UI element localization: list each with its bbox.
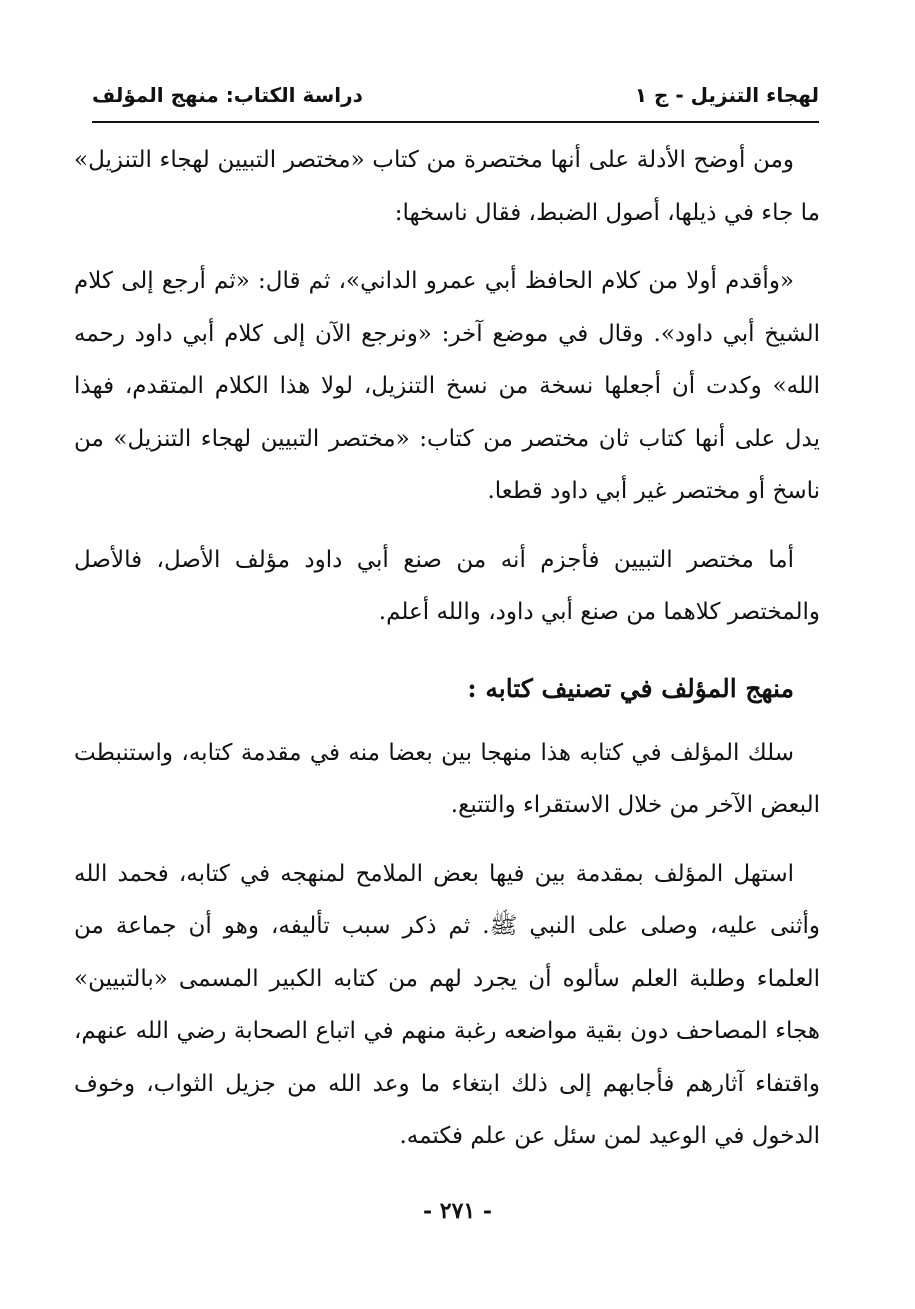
header-chapter-title: دراسة الكتاب: منهج المؤلف bbox=[92, 83, 363, 107]
header-book-title: لهجاء التنزيل - ج ١ bbox=[634, 83, 819, 107]
main-text bbox=[74, 134, 820, 1181]
section-heading: منهج المؤلف في تصنيف كتابه : bbox=[467, 673, 794, 703]
paragraph-quotation: «وأقدم أولا من كلام الحافظ أبي عمرو الداني»، ثم قال: «ثم أرجع إلى كلام الشيخ أبي داود». وقال في موضع آخر: «ونرجع الآن إلى كلام أبي داود رحمه الله» وكدت أن أجعلها نسخة من نسخ التنزيل، لولا هذا الكلام المتقدم، فهذا يدل على أنها كتاب ثان مختصر من كتاب: «مختصر التبيين لهجاء التنزيل» من ناسخ أو مختصر غير أبي داود قطعا. bbox=[74, 268, 820, 504]
paragraph-evidence-intro: ومن أوضح الأدلة على أنها مختصرة من كتاب «مختصر التبيين لهجاء التنزيل» ما جاء في ذيلها، أصول الضبط، فقال ناسخها: bbox=[74, 147, 820, 226]
page-number: - ٢٧١ - bbox=[422, 1198, 493, 1224]
paragraph-method-details: استهل المؤلف بمقدمة بين فيها بعض الملامح لمنهجه في كتابه، فحمد الله وأثنى عليه، وصلى على النبي ﷺ. ثم ذكر سبب تأليفه، وهو أن جماعة من العلماء وطلبة العلم سألوه أن يجرد لهم من كتابه الكبير المسمى «بالتبيين» هجاء المصاحف دون بقية مواضعه رغبة منهم في اتباع الصحابة رضي الله عنهم، واقتفاء آثارهم فأجابهم إلى ذلك ابتغاء ما وعد الله من جزيل الثواب، وخوف الدخول في الوعيد لمن سئل عن علم فكتمه. bbox=[74, 860, 820, 1149]
paragraph-method-intro: سلك المؤلف في كتابه هذا منهجا بين بعضا منه في مقدمة كتابه، واستنبطت البعض الآخر من خلال الاستقراء والتتبع. bbox=[74, 739, 820, 818]
header-rule bbox=[92, 121, 819, 123]
paragraph-conclusion: أما مختصر التبيين فأجزم أنه من صنع أبي داود مؤلف الأصل، فالأصل والمختصر كلاهما من صنع أبي داود، والله أعلم. bbox=[74, 546, 820, 625]
running-header bbox=[92, 78, 819, 112]
